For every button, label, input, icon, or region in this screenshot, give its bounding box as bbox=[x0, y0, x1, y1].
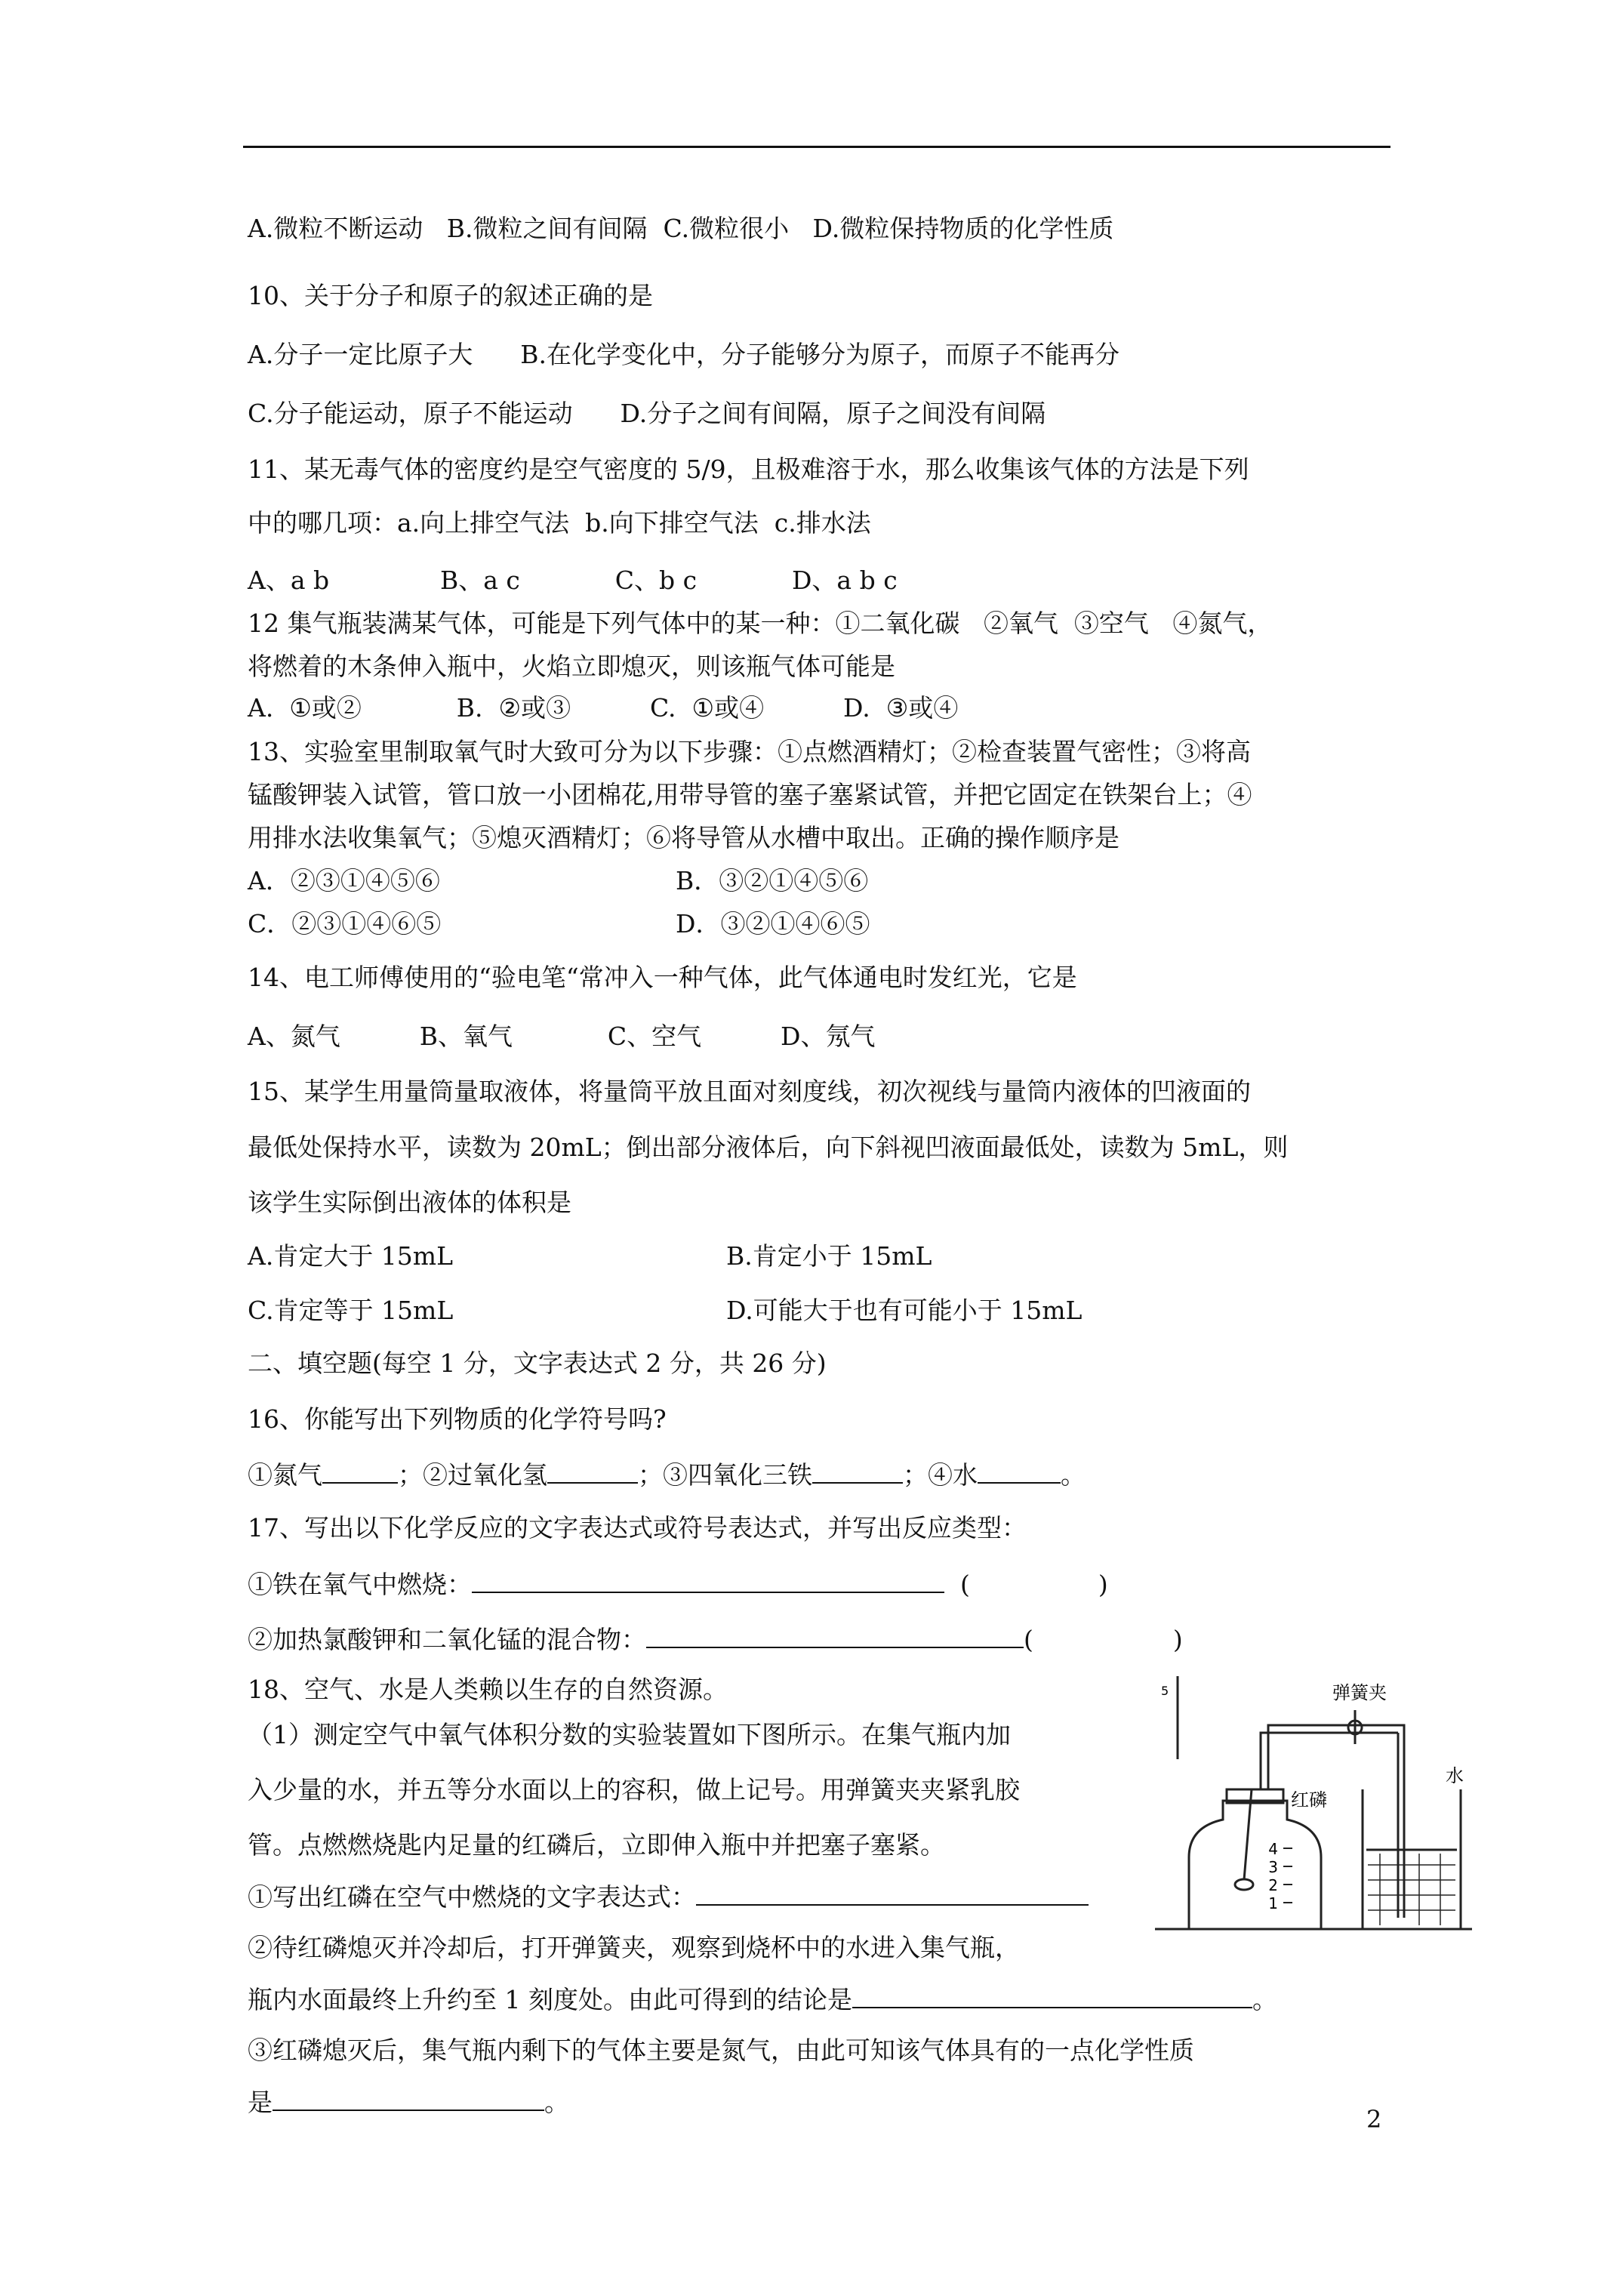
q18-sub2-line1: ②待红磷熄灭并冷却后，打开弹簧夹，观察到烧杯中的水进入集气瓶， bbox=[248, 1933, 1020, 1962]
q18-sub2-end: 。 bbox=[1252, 1985, 1277, 2014]
q13-option-c: C．②③①④⑥⑤ bbox=[248, 909, 442, 938]
q17-item2-line bbox=[248, 1624, 1183, 1655]
q15-option-c: C.肯定等于 15mL bbox=[248, 1296, 454, 1325]
q10-options-line2: C.分子能运动，原子不能运动 D.分子之间有间隔，原子之间没有间隔 bbox=[248, 399, 1046, 428]
q13-stem-line1: 13、实验室里制取氧气时大致可分为以下步骤：①点燃酒精灯；②检查装置气密性；③将高 bbox=[248, 737, 1251, 766]
q13-stem-line3: 用排水法收集氧气；⑤熄灭酒精灯；⑥将导管从水槽中取出。正确的操作顺序是 bbox=[248, 823, 1119, 852]
q16-prompt-2: ；②过氧化氢 bbox=[398, 1460, 547, 1490]
q16-prompt-5: 。 bbox=[1061, 1460, 1086, 1490]
scale-4: 4 bbox=[1268, 1840, 1278, 1858]
q15-stem-line3: 该学生实际倒出液体的体积是 bbox=[248, 1188, 571, 1217]
q12-stem-line2: 将燃着的木条伸入瓶中，火焰立即熄灭，则该瓶气体可能是 bbox=[248, 652, 895, 681]
q17-item1-paren-close: ) bbox=[1098, 1570, 1108, 1599]
q11-options: A、a b B、a c C、b c D、a b c bbox=[248, 566, 898, 595]
q17-item2-paren-open: ( bbox=[1024, 1625, 1033, 1654]
label-water: 水 bbox=[1446, 1765, 1464, 1786]
q11-stem-line2: 中的哪几项：a.向上排空气法 b.向下排空气法 c.排水法 bbox=[248, 508, 871, 538]
scale-2: 2 bbox=[1268, 1876, 1278, 1894]
q17-item1: ①铁在氧气中燃烧： bbox=[248, 1570, 472, 1599]
q15-option-d: D.可能大于也有可能小于 15mL bbox=[726, 1296, 1083, 1325]
q16-stem: 16、你能写出下列物质的化学符号吗? bbox=[248, 1404, 667, 1434]
q17-item2-paren-close: ) bbox=[1172, 1625, 1183, 1654]
q18-sub2-line2 bbox=[248, 1984, 1277, 2015]
label-spring-clip: 弹簧夹 bbox=[1332, 1682, 1387, 1703]
q13-option-d: D．③②①④⑥⑤ bbox=[676, 909, 870, 938]
q18-sub3-blank[interactable] bbox=[273, 2087, 544, 2111]
q18-part1-line1: （1）测定空气中氧气体积分数的实验装置如下图所示。在集气瓶内加 bbox=[248, 1720, 1011, 1749]
q18-part1-line2: 入少量的水，并五等分水面以上的容积，做上记号。用弹簧夹夹紧乳胶 bbox=[248, 1775, 1020, 1804]
stray-mark: 5 bbox=[1161, 1684, 1169, 1698]
q13-option-a: A．②③①④⑤⑥ bbox=[248, 866, 440, 895]
q18-sub2-blank[interactable] bbox=[852, 1984, 1252, 2008]
q17-item1-type-blank[interactable] bbox=[970, 1570, 1098, 1593]
q15-stem-line2: 最低处保持水平，读数为 20mL；倒出部分液体后，向下斜视凹液面最低处，读数为 5mL，则 bbox=[248, 1133, 1289, 1162]
q16-blank-4[interactable] bbox=[978, 1459, 1061, 1484]
q17-item2: ②加热氯酸钾和二氧化锰的混合物： bbox=[248, 1625, 646, 1654]
q18-sub2-text: 瓶内水面最终上升约至 1 刻度处。由此可得到的结论是 bbox=[248, 1985, 852, 2014]
q13-option-b: B．③②①④⑤⑥ bbox=[676, 866, 869, 895]
q16-prompt-1: ①氮气 bbox=[248, 1460, 322, 1490]
q17-item1-paren-open: ( bbox=[959, 1570, 970, 1599]
q13-stem-line2: 锰酸钾装入试管，管口放一小团棉花,用带导管的塞子塞紧试管，并把它固定在铁架台上；④ bbox=[248, 780, 1252, 809]
q18-sub3-text: 是 bbox=[248, 2088, 273, 2117]
scale-1: 1 bbox=[1268, 1894, 1278, 1912]
q18-sub1-line bbox=[248, 1881, 1089, 1912]
q16-blank-1[interactable] bbox=[322, 1459, 398, 1484]
label-red-phosphorus: 红磷 bbox=[1291, 1789, 1327, 1811]
q12-stem-line1: 12 集气瓶装满某气体，可能是下列气体中的某一种：①二氧化碳 ②氧气 ③空气 ④氮气， bbox=[248, 609, 1273, 638]
q16-blank-3[interactable] bbox=[812, 1459, 903, 1484]
page-number: 2 bbox=[1366, 2105, 1382, 2134]
q16-prompt-3: ；③四氧化三铁 bbox=[638, 1460, 812, 1490]
q12-options: A. ①或② B. ②或③ C. ①或④ D. ③或④ bbox=[248, 693, 959, 723]
q16-blanks-line bbox=[248, 1459, 1086, 1490]
q18-sub1-blank[interactable] bbox=[696, 1881, 1089, 1906]
q18-stem: 18、空气、水是人类赖以生存的自然资源。 bbox=[248, 1675, 728, 1704]
q17-stem: 17、写出以下化学反应的文字表达式或符号表达式，并写出反应类型： bbox=[248, 1513, 1027, 1542]
q18-sub3-line1: ③红磷熄灭后，集气瓶内剩下的气体主要是氮气，由此可知该气体具有的一点化学性质 bbox=[248, 2036, 1194, 2065]
scale-3: 3 bbox=[1268, 1858, 1278, 1876]
header-rule bbox=[243, 146, 1390, 148]
q14-stem: 14、电工师傅使用的“验电笔“常冲入一种气体，此气体通电时发红光，它是 bbox=[248, 963, 1077, 992]
q15-option-b: B.肯定小于 15mL bbox=[726, 1241, 932, 1271]
q18-part1-line3: 管。点燃燃烧匙内足量的红磷后，立即伸入瓶中并把塞子塞紧。 bbox=[248, 1830, 945, 1860]
q17-item2-type-blank[interactable] bbox=[1033, 1626, 1173, 1648]
q10-options-line1: A.分子一定比原子大 B.在化学变化中，分子能够分为原子，而原子不能再分 bbox=[248, 340, 1119, 369]
q18-sub1: ①写出红磷在空气中燃烧的文字表达式： bbox=[248, 1882, 696, 1912]
q16-blank-2[interactable] bbox=[547, 1459, 638, 1484]
q11-stem-line1: 11、某无毒气体的密度约是空气密度的 5/9，且极难溶于水，那么收集该气体的方法是下列 bbox=[248, 455, 1249, 484]
q17-item1-line bbox=[248, 1569, 1108, 1600]
q15-option-a: A.肯定大于 15mL bbox=[248, 1241, 454, 1271]
q17-item1-blank[interactable] bbox=[472, 1569, 944, 1593]
oxygen-apparatus-figure bbox=[1155, 1669, 1472, 1940]
q10-stem: 10、关于分子和原子的叙述正确的是 bbox=[248, 281, 653, 310]
section-title: 二、填空题(每空 1 分，文字表达式 2 分，共 26 分) bbox=[248, 1348, 827, 1378]
q18-sub3-end: 。 bbox=[544, 2088, 569, 2117]
q16-prompt-4: ；④水 bbox=[903, 1460, 978, 1490]
q15-stem-line1: 15、某学生用量筒量取液体，将量筒平放且面对刻度线，初次视线与量筒内液体的凹液面的 bbox=[248, 1077, 1251, 1106]
q17-item2-blank[interactable] bbox=[646, 1624, 1024, 1648]
q18-sub3-line2 bbox=[248, 2087, 569, 2118]
q9-options: A.微粒不断运动 B.微粒之间有间隔 C.微粒很小 D.微粒保持物质的化学性质 bbox=[248, 214, 1114, 243]
q14-options: A、氮气 B、氧气 C、空气 D、氖气 bbox=[248, 1022, 876, 1051]
